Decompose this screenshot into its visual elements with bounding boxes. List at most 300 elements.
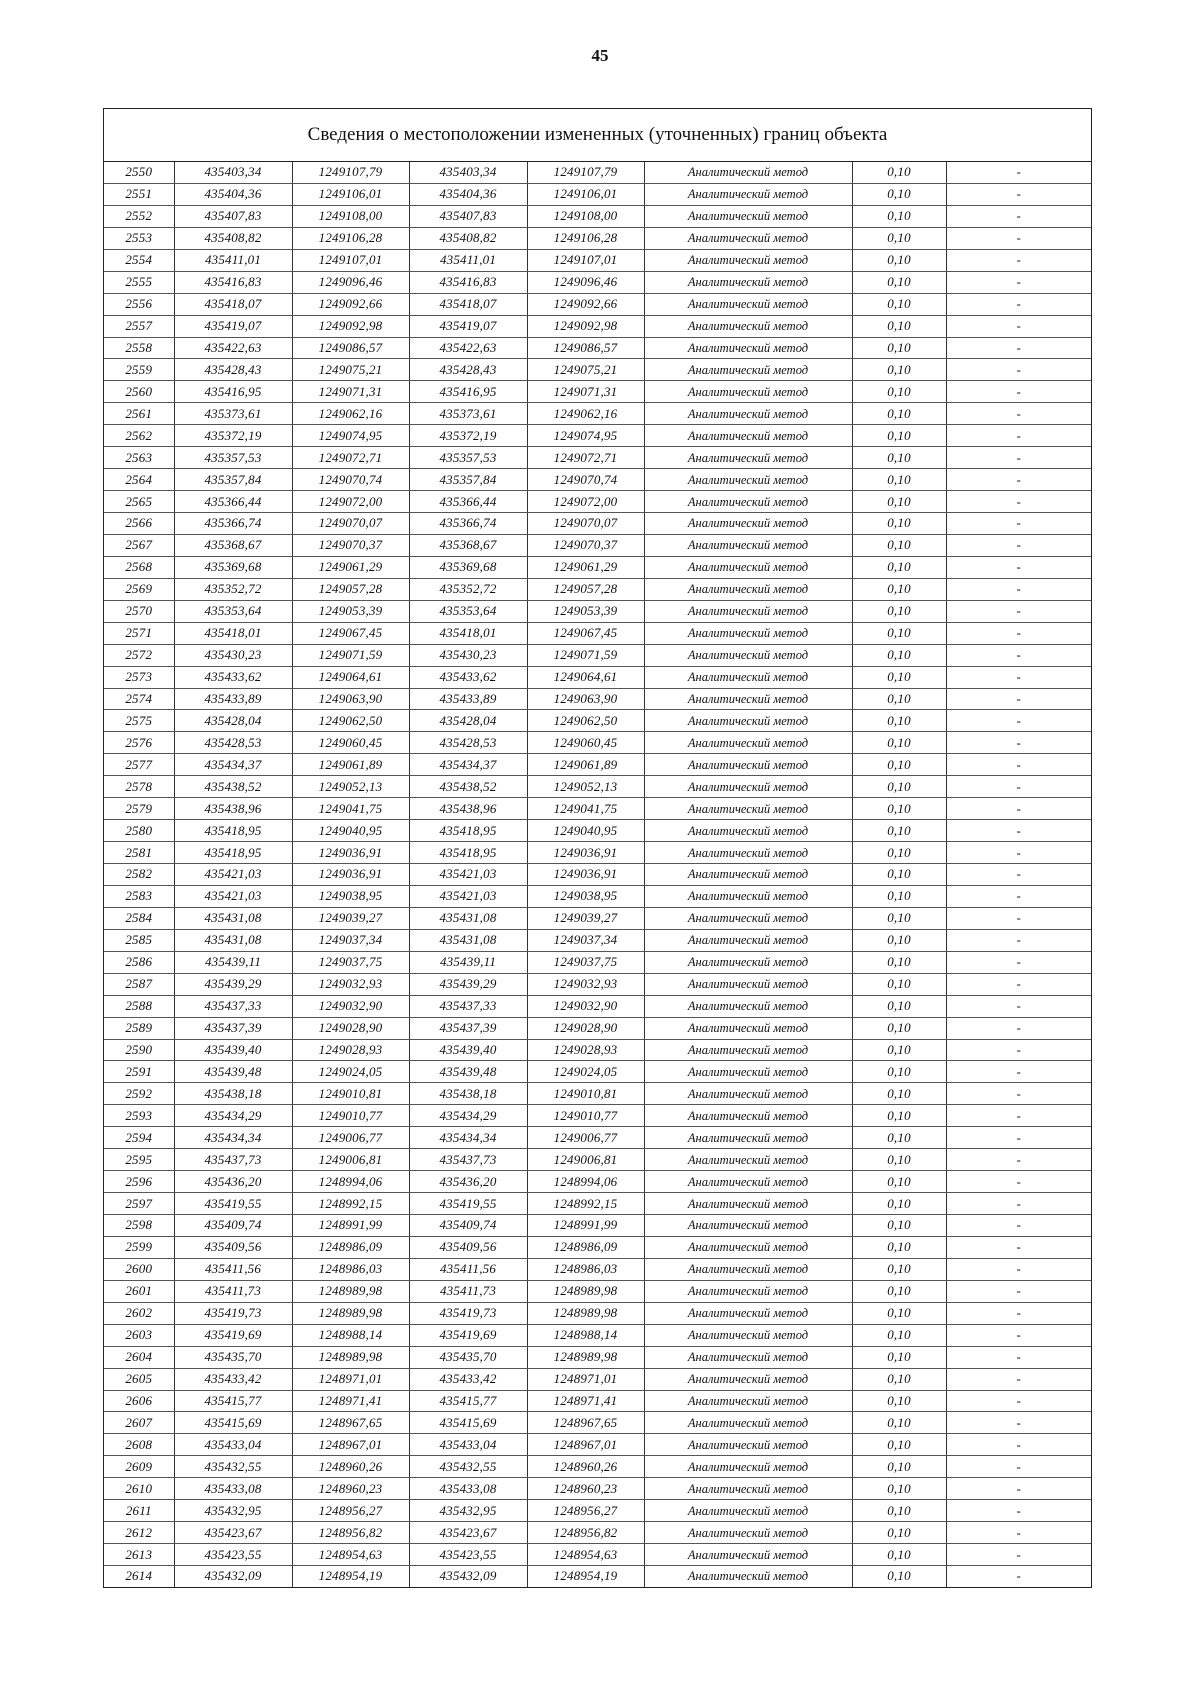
description-cell: - xyxy=(946,1017,1091,1039)
y-old-cell: 1249053,39 xyxy=(292,600,409,622)
accuracy-cell: 0,10 xyxy=(852,1478,946,1500)
table-row xyxy=(104,315,1091,337)
boundary-table-sheet xyxy=(103,108,1092,1588)
x-old-cell: 435434,34 xyxy=(174,1127,292,1149)
point-number-cell: 2560 xyxy=(104,381,174,403)
table-row xyxy=(104,1193,1091,1215)
point-number-cell: 2597 xyxy=(104,1193,174,1215)
coordinates-table xyxy=(104,162,1091,1587)
accuracy-cell: 0,10 xyxy=(852,1171,946,1193)
description-cell: - xyxy=(946,600,1091,622)
table-row xyxy=(104,1346,1091,1368)
table-row xyxy=(104,973,1091,995)
table-row xyxy=(104,732,1091,754)
table-row xyxy=(104,1215,1091,1237)
y-old-cell: 1249071,31 xyxy=(292,381,409,403)
method-cell: Аналитический метод xyxy=(644,556,852,578)
x-new-cell: 435433,42 xyxy=(409,1368,527,1390)
description-cell: - xyxy=(946,271,1091,293)
table-row xyxy=(104,600,1091,622)
description-cell: - xyxy=(946,995,1091,1017)
method-cell: Аналитический метод xyxy=(644,1127,852,1149)
accuracy-cell: 0,10 xyxy=(852,1017,946,1039)
x-new-cell: 435436,20 xyxy=(409,1171,527,1193)
description-cell: - xyxy=(946,1478,1091,1500)
table-row xyxy=(104,1456,1091,1478)
accuracy-cell: 0,10 xyxy=(852,425,946,447)
point-number-cell: 2585 xyxy=(104,929,174,951)
y-new-cell: 1248989,98 xyxy=(527,1302,644,1324)
point-number-cell: 2586 xyxy=(104,951,174,973)
accuracy-cell: 0,10 xyxy=(852,995,946,1017)
y-old-cell: 1248992,15 xyxy=(292,1193,409,1215)
y-new-cell: 1248989,98 xyxy=(527,1346,644,1368)
x-new-cell: 435408,82 xyxy=(409,227,527,249)
accuracy-cell: 0,10 xyxy=(852,951,946,973)
y-new-cell: 1248967,01 xyxy=(527,1434,644,1456)
description-cell: - xyxy=(946,1127,1091,1149)
x-old-cell: 435439,11 xyxy=(174,951,292,973)
y-old-cell: 1248986,03 xyxy=(292,1258,409,1280)
y-new-cell: 1248989,98 xyxy=(527,1280,644,1302)
description-cell: - xyxy=(946,337,1091,359)
accuracy-cell: 0,10 xyxy=(852,1412,946,1434)
method-cell: Аналитический метод xyxy=(644,1346,852,1368)
x-new-cell: 435431,08 xyxy=(409,929,527,951)
x-new-cell: 435419,07 xyxy=(409,315,527,337)
method-cell: Аналитический метод xyxy=(644,469,852,491)
table-row xyxy=(104,1236,1091,1258)
point-number-cell: 2553 xyxy=(104,227,174,249)
point-number-cell: 2572 xyxy=(104,644,174,666)
table-row xyxy=(104,776,1091,798)
x-new-cell: 435439,29 xyxy=(409,973,527,995)
y-old-cell: 1249060,45 xyxy=(292,732,409,754)
x-new-cell: 435416,83 xyxy=(409,271,527,293)
y-new-cell: 1248988,14 xyxy=(527,1324,644,1346)
accuracy-cell: 0,10 xyxy=(852,754,946,776)
x-old-cell: 435439,29 xyxy=(174,973,292,995)
y-old-cell: 1249108,00 xyxy=(292,205,409,227)
accuracy-cell: 0,10 xyxy=(852,1039,946,1061)
y-old-cell: 1249041,75 xyxy=(292,798,409,820)
x-new-cell: 435434,37 xyxy=(409,754,527,776)
accuracy-cell: 0,10 xyxy=(852,556,946,578)
method-cell: Аналитический метод xyxy=(644,249,852,271)
y-new-cell: 1249096,46 xyxy=(527,271,644,293)
y-old-cell: 1249010,77 xyxy=(292,1105,409,1127)
accuracy-cell: 0,10 xyxy=(852,1456,946,1478)
x-new-cell: 435437,39 xyxy=(409,1017,527,1039)
x-old-cell: 435437,33 xyxy=(174,995,292,1017)
point-number-cell: 2580 xyxy=(104,820,174,842)
point-number-cell: 2581 xyxy=(104,842,174,864)
y-new-cell: 1248960,26 xyxy=(527,1456,644,1478)
x-old-cell: 435434,29 xyxy=(174,1105,292,1127)
method-cell: Аналитический метод xyxy=(644,842,852,864)
method-cell: Аналитический метод xyxy=(644,1522,852,1544)
y-old-cell: 1249106,28 xyxy=(292,227,409,249)
method-cell: Аналитический метод xyxy=(644,1258,852,1280)
accuracy-cell: 0,10 xyxy=(852,885,946,907)
table-row xyxy=(104,534,1091,556)
y-new-cell: 1249061,89 xyxy=(527,754,644,776)
y-new-cell: 1249040,95 xyxy=(527,820,644,842)
description-cell: - xyxy=(1016,1568,1022,1584)
y-old-cell: 1249075,21 xyxy=(292,359,409,381)
table-row xyxy=(104,644,1091,666)
y-old-cell: 1248954,19 xyxy=(292,1566,409,1587)
y-new-cell: 1249108,00 xyxy=(527,205,644,227)
point-number-cell: 2609 xyxy=(104,1456,174,1478)
y-new-cell: 1249092,66 xyxy=(527,293,644,315)
table-row xyxy=(104,425,1091,447)
x-new-cell: 435373,61 xyxy=(409,403,527,425)
point-number-cell: 2591 xyxy=(104,1061,174,1083)
point-number-cell: 2569 xyxy=(104,578,174,600)
method-cell: Аналитический метод xyxy=(644,1368,852,1390)
description-cell: - xyxy=(946,1390,1091,1412)
y-old-cell: 1249061,89 xyxy=(292,754,409,776)
table-row xyxy=(104,1280,1091,1302)
x-old-cell: 435416,95 xyxy=(174,381,292,403)
method-cell: Аналитический метод xyxy=(644,1083,852,1105)
x-old-cell: 435372,19 xyxy=(174,425,292,447)
table-row xyxy=(104,469,1091,491)
y-old-cell: 1249072,71 xyxy=(292,447,409,469)
point-number-cell: 2589 xyxy=(104,1017,174,1039)
x-old-cell: 435368,67 xyxy=(174,534,292,556)
point-number-cell: 2602 xyxy=(104,1302,174,1324)
table-row xyxy=(104,710,1091,732)
y-old-cell: 1249006,81 xyxy=(292,1149,409,1171)
accuracy-cell: 0,10 xyxy=(852,1390,946,1412)
accuracy-cell: 0,10 xyxy=(852,1083,946,1105)
point-number-cell: 2588 xyxy=(104,995,174,1017)
y-new-cell: 1248954,63 xyxy=(527,1544,644,1566)
point-number-cell: 2608 xyxy=(104,1434,174,1456)
description-cell: - xyxy=(946,644,1091,666)
method-cell: Аналитический метод xyxy=(644,271,852,293)
x-new-cell: 435439,11 xyxy=(409,951,527,973)
accuracy-cell: 0,10 xyxy=(852,842,946,864)
x-new-cell: 435419,55 xyxy=(409,1193,527,1215)
point-number-cell: 2561 xyxy=(104,403,174,425)
y-new-cell: 1248971,41 xyxy=(527,1390,644,1412)
y-new-cell: 1248994,06 xyxy=(527,1171,644,1193)
point-number-cell: 2551 xyxy=(104,183,174,205)
description-cell: - xyxy=(946,688,1091,710)
point-number-cell: 2576 xyxy=(104,732,174,754)
x-new-cell: 435432,09 xyxy=(409,1566,527,1587)
x-old-cell: 435404,36 xyxy=(174,183,292,205)
table-row xyxy=(104,842,1091,864)
x-old-cell: 435439,48 xyxy=(174,1061,292,1083)
y-new-cell: 1248956,27 xyxy=(527,1500,644,1522)
y-new-cell: 1249075,21 xyxy=(527,359,644,381)
x-new-cell: 435423,55 xyxy=(409,1544,527,1566)
y-old-cell: 1248967,01 xyxy=(292,1434,409,1456)
accuracy-cell: 0,10 xyxy=(852,271,946,293)
y-old-cell: 1249086,57 xyxy=(292,337,409,359)
y-old-cell: 1249057,28 xyxy=(292,578,409,600)
table-row xyxy=(104,1544,1091,1566)
accuracy-cell: 0,10 xyxy=(852,447,946,469)
accuracy-cell: 0,10 xyxy=(852,403,946,425)
table-row xyxy=(104,1127,1091,1149)
y-new-cell: 1249037,75 xyxy=(527,951,644,973)
point-number-cell: 2564 xyxy=(104,469,174,491)
point-number-cell: 2571 xyxy=(104,622,174,644)
y-new-cell: 1249071,59 xyxy=(527,644,644,666)
y-new-cell: 1248954,19 xyxy=(527,1566,644,1587)
y-new-cell: 1249070,07 xyxy=(527,513,644,535)
y-new-cell: 1249086,57 xyxy=(527,337,644,359)
x-old-cell: 435423,55 xyxy=(174,1544,292,1566)
y-old-cell: 1248989,98 xyxy=(292,1346,409,1368)
description-cell: - xyxy=(946,666,1091,688)
y-new-cell: 1249041,75 xyxy=(527,798,644,820)
method-cell: Аналитический метод xyxy=(644,359,852,381)
accuracy-cell: 0,10 xyxy=(852,907,946,929)
x-new-cell: 435421,03 xyxy=(409,864,527,886)
accuracy-cell: 0,10 xyxy=(852,578,946,600)
y-new-cell: 1248991,99 xyxy=(527,1215,644,1237)
y-old-cell: 1248956,27 xyxy=(292,1500,409,1522)
accuracy-cell: 0,10 xyxy=(852,688,946,710)
x-new-cell: 435368,67 xyxy=(409,534,527,556)
accuracy-cell: 0,10 xyxy=(852,798,946,820)
x-new-cell: 435372,19 xyxy=(409,425,527,447)
x-new-cell: 435411,01 xyxy=(409,249,527,271)
description-cell: - xyxy=(946,293,1091,315)
x-old-cell: 435366,74 xyxy=(174,513,292,535)
method-cell: Аналитический метод xyxy=(644,1434,852,1456)
y-old-cell: 1249107,79 xyxy=(292,162,409,183)
x-old-cell: 435411,01 xyxy=(174,249,292,271)
x-new-cell: 435418,95 xyxy=(409,820,527,842)
y-old-cell: 1248989,98 xyxy=(292,1302,409,1324)
method-cell: Аналитический метод xyxy=(644,534,852,556)
point-number-cell: 2595 xyxy=(104,1149,174,1171)
point-number-cell: 2567 xyxy=(104,534,174,556)
x-new-cell: 435431,08 xyxy=(409,907,527,929)
x-old-cell: 435430,23 xyxy=(174,644,292,666)
x-old-cell: 435428,43 xyxy=(174,359,292,381)
y-new-cell: 1249106,01 xyxy=(527,183,644,205)
table-row xyxy=(104,688,1091,710)
accuracy-cell: 0,10 xyxy=(852,1215,946,1237)
method-cell: Аналитический метод xyxy=(644,1061,852,1083)
y-old-cell: 1249067,45 xyxy=(292,622,409,644)
method-cell: Аналитический метод xyxy=(644,337,852,359)
table-row xyxy=(104,1566,1091,1587)
y-old-cell: 1248989,98 xyxy=(292,1280,409,1302)
x-old-cell: 435357,84 xyxy=(174,469,292,491)
table-row xyxy=(104,1149,1091,1171)
method-cell: Аналитический метод xyxy=(644,798,852,820)
y-old-cell: 1248986,09 xyxy=(292,1236,409,1258)
method-cell: Аналитический метод xyxy=(644,732,852,754)
method-cell: Аналитический метод xyxy=(644,864,852,886)
point-number-cell: 2554 xyxy=(104,249,174,271)
table-row xyxy=(104,754,1091,776)
x-old-cell: 435423,67 xyxy=(174,1522,292,1544)
x-old-cell: 435411,56 xyxy=(174,1258,292,1280)
y-new-cell: 1249010,81 xyxy=(527,1083,644,1105)
method-cell: Аналитический метод xyxy=(644,1544,852,1566)
x-new-cell: 435352,72 xyxy=(409,578,527,600)
table-row xyxy=(104,622,1091,644)
accuracy-cell: 0,10 xyxy=(852,469,946,491)
description-cell: - xyxy=(946,1456,1091,1478)
accuracy-cell: 0,10 xyxy=(852,1566,946,1587)
point-number-cell: 2603 xyxy=(104,1324,174,1346)
x-old-cell: 435409,56 xyxy=(174,1236,292,1258)
x-old-cell: 435418,01 xyxy=(174,622,292,644)
y-old-cell: 1249052,13 xyxy=(292,776,409,798)
table-row xyxy=(104,1302,1091,1324)
y-old-cell: 1248991,99 xyxy=(292,1215,409,1237)
description-cell: - xyxy=(946,491,1091,513)
table-row xyxy=(104,798,1091,820)
x-old-cell: 435422,63 xyxy=(174,337,292,359)
description-cell: - xyxy=(946,754,1091,776)
x-old-cell: 435415,69 xyxy=(174,1412,292,1434)
x-new-cell: 435432,55 xyxy=(409,1456,527,1478)
table-row xyxy=(104,403,1091,425)
x-new-cell: 435369,68 xyxy=(409,556,527,578)
x-new-cell: 435415,69 xyxy=(409,1412,527,1434)
accuracy-cell: 0,10 xyxy=(852,864,946,886)
y-new-cell: 1249107,01 xyxy=(527,249,644,271)
method-cell: Аналитический метод xyxy=(644,951,852,973)
accuracy-cell: 0,10 xyxy=(852,513,946,535)
method-cell: Аналитический метод xyxy=(644,403,852,425)
description-cell: - xyxy=(946,622,1091,644)
description-cell: - xyxy=(946,864,1091,886)
x-old-cell: 435433,42 xyxy=(174,1368,292,1390)
method-cell: Аналитический метод xyxy=(644,1193,852,1215)
x-new-cell: 435418,01 xyxy=(409,622,527,644)
table-row xyxy=(104,513,1091,535)
accuracy-cell: 0,10 xyxy=(852,1149,946,1171)
method-cell: Аналитический метод xyxy=(644,1236,852,1258)
method-cell: Аналитический метод xyxy=(644,907,852,929)
point-number-cell: 2590 xyxy=(104,1039,174,1061)
y-new-cell: 1249092,98 xyxy=(527,315,644,337)
table-row xyxy=(104,1083,1091,1105)
accuracy-cell: 0,10 xyxy=(852,1346,946,1368)
method-cell: Аналитический метод xyxy=(644,1456,852,1478)
method-cell: Аналитический метод xyxy=(644,688,852,710)
x-new-cell: 435438,18 xyxy=(409,1083,527,1105)
x-new-cell: 435418,07 xyxy=(409,293,527,315)
table-row xyxy=(104,864,1091,886)
x-old-cell: 435433,62 xyxy=(174,666,292,688)
table-row xyxy=(104,666,1091,688)
description-cell: - xyxy=(946,381,1091,403)
description-cell: - xyxy=(946,820,1091,842)
y-old-cell: 1249063,90 xyxy=(292,688,409,710)
description-cell: - xyxy=(946,776,1091,798)
y-new-cell: 1249107,79 xyxy=(527,162,644,183)
x-old-cell: 435438,96 xyxy=(174,798,292,820)
page-number: 45 xyxy=(591,46,609,65)
x-new-cell: 435411,73 xyxy=(409,1280,527,1302)
y-old-cell: 1249010,81 xyxy=(292,1083,409,1105)
method-cell: Аналитический метод xyxy=(644,1171,852,1193)
accuracy-cell: 0,10 xyxy=(852,1434,946,1456)
method-cell: Аналитический метод xyxy=(644,227,852,249)
point-number-cell: 2570 xyxy=(104,600,174,622)
accuracy-cell: 0,10 xyxy=(852,776,946,798)
description-cell: - xyxy=(946,1105,1091,1127)
y-old-cell: 1249070,74 xyxy=(292,469,409,491)
y-new-cell: 1248956,82 xyxy=(527,1522,644,1544)
method-cell: Аналитический метод xyxy=(644,1324,852,1346)
y-new-cell: 1249106,28 xyxy=(527,227,644,249)
x-new-cell: 435428,43 xyxy=(409,359,527,381)
x-new-cell: 435438,96 xyxy=(409,798,527,820)
y-old-cell: 1249074,95 xyxy=(292,425,409,447)
x-new-cell: 435438,52 xyxy=(409,776,527,798)
point-number-cell: 2598 xyxy=(104,1215,174,1237)
x-new-cell: 435432,95 xyxy=(409,1500,527,1522)
description-cell: - xyxy=(946,951,1091,973)
method-cell: Аналитический метод xyxy=(644,425,852,447)
y-old-cell: 1248956,82 xyxy=(292,1522,409,1544)
method-cell: Аналитический метод xyxy=(644,293,852,315)
y-old-cell: 1249096,46 xyxy=(292,271,409,293)
description-cell: - xyxy=(946,842,1091,864)
point-number-cell: 2601 xyxy=(104,1280,174,1302)
x-old-cell: 435436,20 xyxy=(174,1171,292,1193)
accuracy-cell: 0,10 xyxy=(852,1302,946,1324)
accuracy-cell: 0,10 xyxy=(852,359,946,381)
method-cell: Аналитический метод xyxy=(644,754,852,776)
y-new-cell: 1249061,29 xyxy=(527,556,644,578)
y-new-cell: 1249036,91 xyxy=(527,842,644,864)
x-new-cell: 435407,83 xyxy=(409,205,527,227)
y-new-cell: 1249062,50 xyxy=(527,710,644,732)
x-old-cell: 435437,39 xyxy=(174,1017,292,1039)
y-old-cell: 1248960,26 xyxy=(292,1456,409,1478)
method-cell: Аналитический метод xyxy=(644,929,852,951)
y-old-cell: 1249062,50 xyxy=(292,710,409,732)
y-new-cell: 1249074,95 xyxy=(527,425,644,447)
y-old-cell: 1249092,98 xyxy=(292,315,409,337)
method-cell: Аналитический метод xyxy=(644,491,852,513)
x-new-cell: 435434,34 xyxy=(409,1127,527,1149)
x-new-cell: 435433,08 xyxy=(409,1478,527,1500)
x-old-cell: 435439,40 xyxy=(174,1039,292,1061)
table-row xyxy=(104,929,1091,951)
x-old-cell: 435409,74 xyxy=(174,1215,292,1237)
point-number-cell: 2552 xyxy=(104,205,174,227)
y-new-cell: 1249024,05 xyxy=(527,1061,644,1083)
y-old-cell: 1249039,27 xyxy=(292,907,409,929)
y-old-cell: 1249028,93 xyxy=(292,1039,409,1061)
point-number-cell: 2574 xyxy=(104,688,174,710)
y-new-cell: 1249057,28 xyxy=(527,578,644,600)
method-cell: Аналитический метод xyxy=(644,995,852,1017)
method-cell: Аналитический метод xyxy=(644,973,852,995)
accuracy-cell: 0,10 xyxy=(852,1544,946,1566)
y-old-cell: 1249107,01 xyxy=(292,249,409,271)
y-new-cell: 1249010,77 xyxy=(527,1105,644,1127)
accuracy-cell: 0,10 xyxy=(852,534,946,556)
